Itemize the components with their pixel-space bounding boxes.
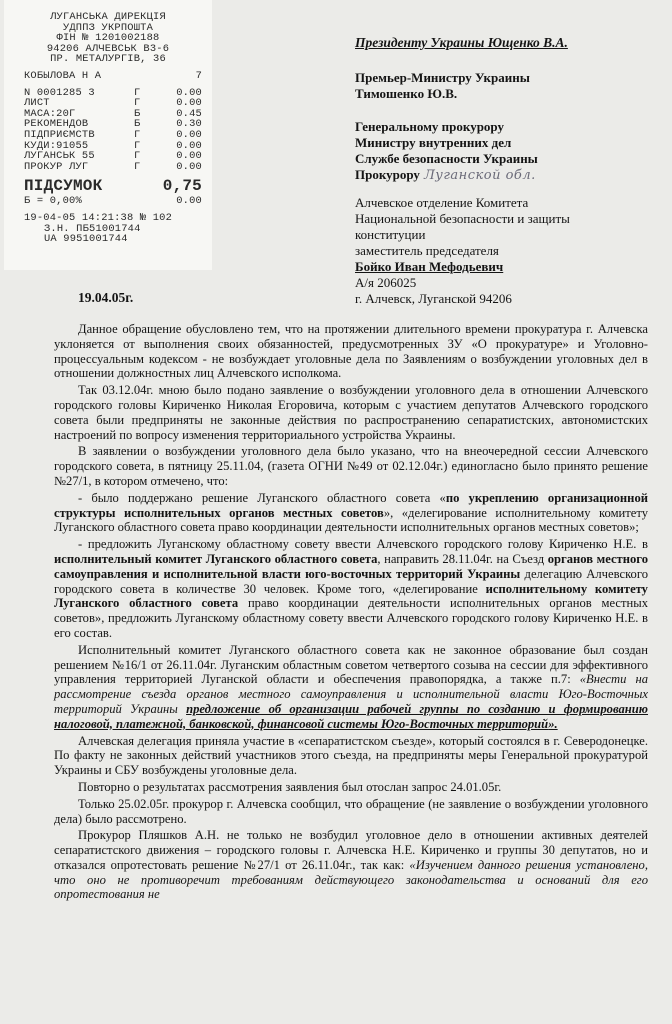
addressee-president: Президенту Украины Ющенко В.А. <box>355 35 568 50</box>
addressee-interior: Министру внутренних дел <box>355 135 512 150</box>
addressee-pm: Премьер-Министру Украины Тимошенко Ю.В. <box>355 70 530 101</box>
paragraph: Данное обращение обусловлено тем, что на протяжении длительного времени прокуратура г. Алчевска уклоняется от выполнения своих обязанностей, предусмотренных ЗУ «О прокуратуре» и Уголовно-процессуальным кодексом - не возбуждает уголовные дела по Заявлениям о возбуждении уголовных дел в отношении должностных лиц Алчевского исполкома. <box>54 322 648 381</box>
receipt-row: ЛУГАНСЬК 55 Г 0.00 <box>24 150 202 163</box>
paragraph: Прокурор Пляшков А.Н. не только не возбудил уголовное дело в отношении активных деятелей сепаратистского движения – городского головы г. Алчевска Н.Е. Кириченко и группы 30 депутатов, но и отказался опротестовать решение №27/1 от 26.11.04г., так как: «Изучением данного решения установлено, что оно не противоречит требованиям действующего законодательства и оснований для его опротестования не <box>54 828 648 902</box>
receipt-row: КОБЫЛОВА Н А 7 <box>24 69 202 82</box>
paragraph: - было поддержано решение Луганского областного совета «по укреплению организационной структуры исполнительных органов местных советов», «делегирование исполнительному комитету Луганского областного совета право координации деятельности исполнительных органов местных советов»; <box>54 490 649 535</box>
paragraph: Так 03.12.04г. мною было подано заявление о возбуждении уголовного дела в отношении Алчевского городского головы Кириченко Николая Егоровича, которым с участием депутатов Алчевского городского совета были предприняты не законные действия по распространению сепаратистских, автономистских настроений по вопросу изменения территориального устройства Украины. <box>54 383 648 442</box>
paragraph: Повторно о результатах рассмотрения заявления был отослан запрос 24.01.05г. <box>78 779 502 794</box>
receipt-row: КУДИ:91055 Г 0.00 <box>24 139 202 152</box>
receipt-row: ЛИСТ Г 0.00 <box>24 97 202 110</box>
receipt-header-5: ПР. МЕТАЛУРГІВ, 36 <box>50 53 166 66</box>
sender-block: Алчевское отделение Комитета Национальной безопасности и защиты конституции заместитель председателя Бойко Иван Мефодьевич А/я 206025 г. Алчевск, Луганской 94206 <box>355 195 570 306</box>
paragraph: Исполнительный комитет Луганского областного совета как не законное образование был создан решением №16/1 от 26.11.04г. Луганским областным советом четвертого созыва на сессии для эффективного управления территорией Луганской области и обеспечения правопорядка, а также п.7: «Внести на рассмотрение съезда органов местного самоуправления и исполнительной власти Юго-Восточных территорий Украины предложение об организации рабочей группы по созданию и формированию налоговой, платежной, банковской, финансовой системы Юго-Восточных территорий». <box>54 642 649 731</box>
addressee-sbu: Службе безопасности Украины <box>355 151 538 166</box>
receipt-row: РЕКОМЕНДОВ Б 0.30 <box>24 118 202 131</box>
handwritten-note: Луганской обл. <box>423 168 536 183</box>
receipt-header-4: 94206 АЛЧЕВСЬК В3-6 <box>46 42 170 55</box>
receipt-footer-1: 19-04-05 14:21:38 № 102 <box>24 211 173 224</box>
receipt-vat: Б = 0,00% 0.00 <box>24 195 202 208</box>
postal-receipt <box>4 0 212 270</box>
receipt-footer-2: З.Н. ПБ51001744 <box>44 222 141 235</box>
receipt-row: N 0001285 3 Г 0.00 <box>24 86 202 99</box>
receipt-header-1: ЛУГАНСЬКА ДИРЕКЦІЯ <box>50 11 166 23</box>
sender-name: Бойко Иван Мефодьевич <box>355 259 504 274</box>
addressee-prosecutor: Прокурору Луганской обл. <box>355 167 536 183</box>
receipt-header-2: УДППЗ УКРПОШТА <box>62 21 154 34</box>
paragraph: Алчевская делегация приняла участие в «сепаратистском съезде», который состоялся в г. Северодонецке. По факту не законных действий участников этого съезда, на предприняты меры Генеральной прокуратурой Украины и СБУ возбуждены уголовные дела. <box>54 733 648 778</box>
receipt-footer-3: UA 9951001744 <box>44 233 128 246</box>
paragraph: В заявлении о возбуждении уголовного дела было указано, что на внеочередной сессии Алчевского городского совета, в пятницу 25.11.04, (газета ОГНИ №49 от 02.12.04г.) единогласно было принято решение №27/1, в котором отмечено, что: <box>54 444 648 488</box>
receipt-header-3: ФІН № 1201002188 <box>56 32 160 45</box>
paragraph: Только 25.02.05г. прокурор г. Алчевска сообщил, что обращение (не заявление о возбуждении уголовного дела) было рассмотрено. <box>54 796 648 826</box>
addressee-list <box>355 119 538 184</box>
receipt-row: МАСА:20Г Б 0.45 <box>24 107 202 120</box>
receipt-total: ПІДСУМОК 0,75 <box>24 177 202 196</box>
addressee-prosecutor-general: Генеральному прокурору <box>355 119 504 134</box>
paragraph: - предложить Луганскому областному совету ввести Алчевского городского голову Кириченко Н.Е. в исполнительный комитет Луганского областного совета, направить 28.11.04г. на Съезд органов местного самоуправления и исполнительной власти юго-восточных территорий Украины делегацию Алчевского городского совета в количестве 30 человек. Кроме того, «делегирование исполнительному комитету Луганского областного совета право координации деятельности исполнительных органов местных советов», предложить Луганскому областному совету ввести Алчевского городского голову Кириченко Н.Е. в его состав. <box>54 537 648 640</box>
letter-body <box>54 322 648 904</box>
receipt-row: ПІДПРИЄМСТВ Г 0.00 <box>24 128 202 141</box>
receipt-row: ПРОКУР ЛУГ Г 0.00 <box>24 160 202 173</box>
letter-date: 19.04.05г. <box>78 290 134 305</box>
